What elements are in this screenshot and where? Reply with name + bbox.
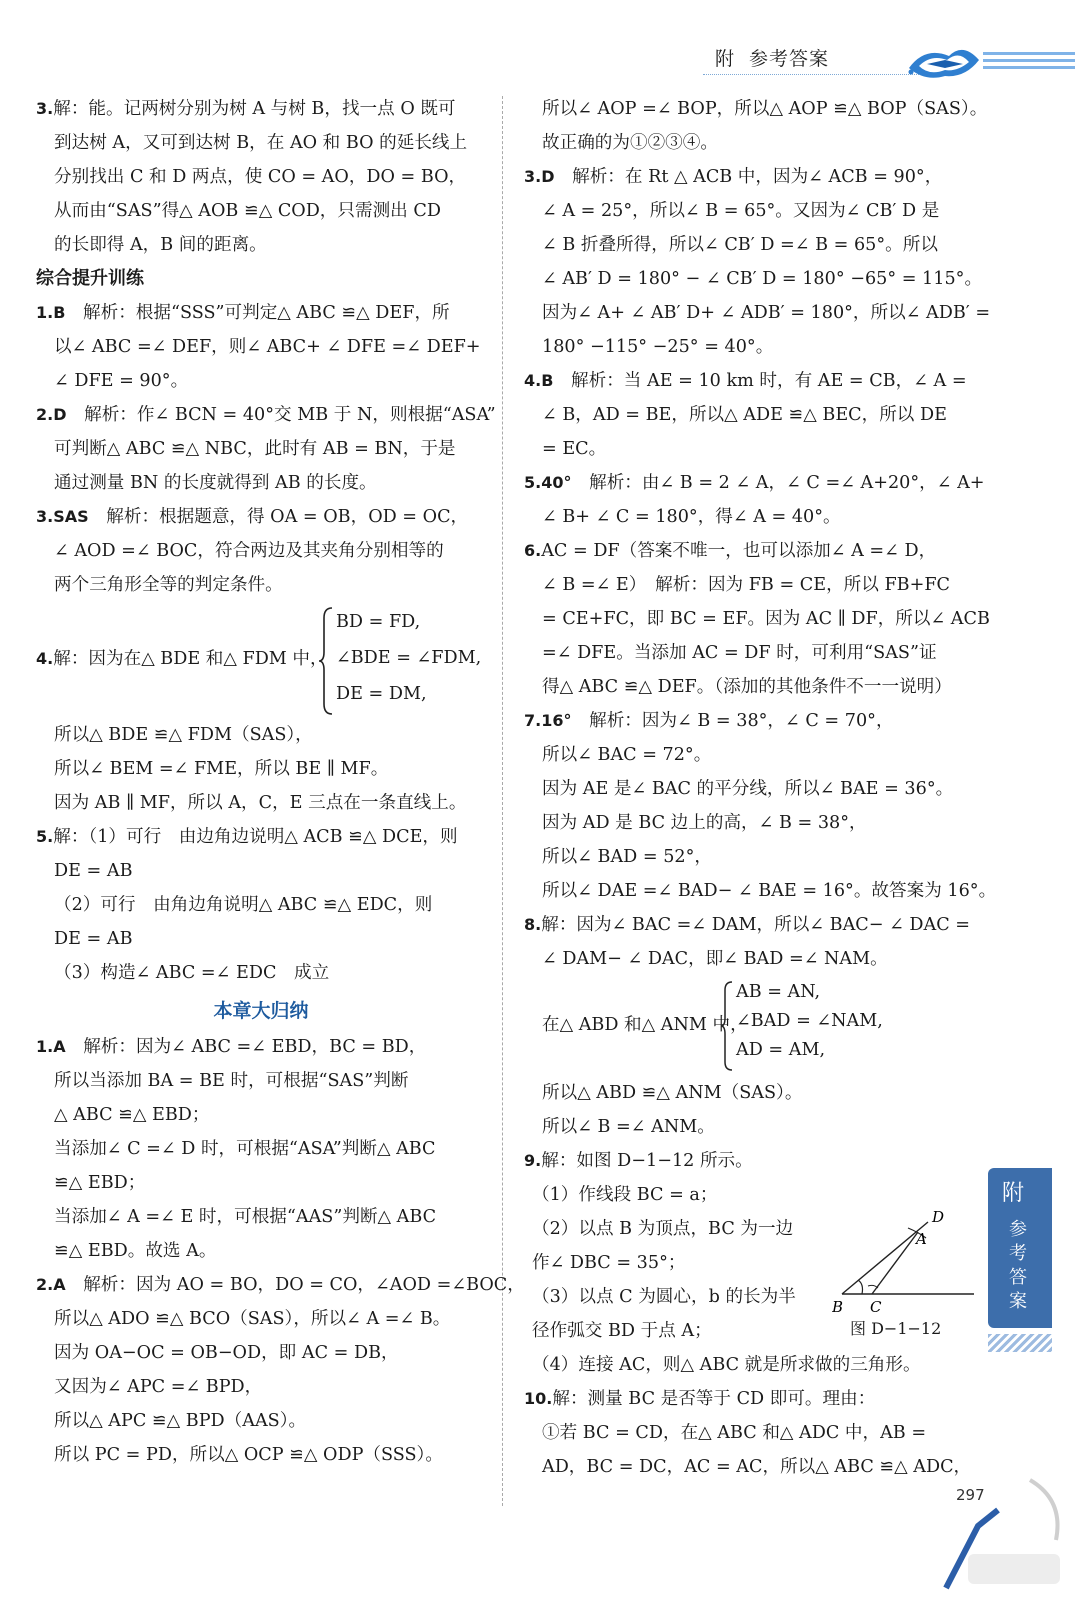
answer-line: 2.A 解析：因为 AO = BO，DO = CO，∠AOD =∠BOC， bbox=[36, 1275, 525, 1295]
answer-line: 5.解：（1）可行 由边角边说明△ ACB ≌△ DCE，则 bbox=[36, 827, 458, 847]
answer-line: 所以∠ BAC = 72°。 bbox=[542, 745, 712, 765]
answer-line: 5.40° 解析：由∠ B = 2 ∠ A，∠ C =∠ A+20°，∠ A+ bbox=[524, 473, 985, 493]
answer-line: ∠ B+ ∠ C = 180°，得∠ A = 40°。 bbox=[542, 507, 841, 527]
answer-line: （4）连接 AC，则△ ABC 就是所求做的三角形。 bbox=[532, 1355, 921, 1375]
header-answers: 参考答案 bbox=[749, 48, 830, 70]
answer-line: 所以∠ BEM =∠ FME，所以 BE ∥ MF。 bbox=[54, 759, 389, 779]
answer-line: 以∠ ABC =∠ DEF，则∠ ABC+ ∠ DFE =∠ DEF+ bbox=[54, 337, 481, 357]
label-d: D bbox=[932, 1208, 945, 1226]
answer-line: 因为 AB ∥ MF，所以 A，C，E 三点在一条直线上。 bbox=[54, 793, 467, 813]
answer-line: （3）构造∠ ABC =∠ EDC 成立 bbox=[54, 963, 330, 983]
triangle-construction-diagram bbox=[832, 1208, 982, 1314]
side-tab-title: 参 考 答 案 bbox=[1009, 1219, 1027, 1312]
answer-line: 得△ ABC ≌△ DEF。（添加的其他条件不一一说明） bbox=[542, 677, 952, 697]
answer-line: 因为 AE 是∠ BAC 的平分线，所以∠ BAE = 36°。 bbox=[542, 779, 954, 799]
answer-line: （3）以点 C 为圆心，b 的长为半 bbox=[532, 1287, 796, 1307]
left-column bbox=[36, 92, 525, 1472]
answer-line: 两个三角形全等的判定条件。 bbox=[54, 575, 283, 595]
answer-line: 当添加∠ A =∠ E 时，可根据“AAS”判断△ ABC bbox=[54, 1207, 437, 1227]
answer-line: ∠ A = 25°，所以∠ B = 65°。又因为∠ CB′ D 是 bbox=[542, 201, 940, 221]
answer-line: 到达树 A，又可到达树 B，在 AO 和 BO 的延长线上 bbox=[54, 133, 468, 153]
answer-line: = CE+FC，即 BC = EF。因为 AC ∥ DF，所以∠ ACB bbox=[542, 609, 990, 629]
answer-line: 10.解：测量 BC 是否等于 CD 即可。理由： bbox=[524, 1389, 876, 1409]
header-underline bbox=[703, 74, 923, 75]
answer-line: 所以 PC = PD，所以△ OCP ≌△ ODP（SSS）。 bbox=[54, 1445, 443, 1465]
answer-line: 因为 OA−OC = OB−OD，即 AC = DB， bbox=[54, 1343, 399, 1363]
answer-line: 所以△ ADO ≌△ BCO（SAS），所以∠ A =∠ B。 bbox=[54, 1309, 451, 1329]
answer-line: 4.B 解析：当 AE = 10 km 时，有 AE = CB，∠ A = bbox=[524, 371, 967, 391]
answer-line: 3.解：能。记两树分别为树 A 与树 B，找一点 O 既可 bbox=[36, 99, 456, 119]
equation-system: 在△ ABD 和△ ANM 中， AB = AN, ∠BAD = ∠NAM, AD = AM, bbox=[524, 976, 976, 1076]
answer-line: 分别找出 C 和 D 两点，使 CO = AO，DO = BO， bbox=[54, 167, 467, 187]
answer-line: 作∠ DBC = 35°； bbox=[532, 1253, 686, 1273]
label-a: A bbox=[916, 1230, 927, 1248]
chapter-title: 本章大归纳 bbox=[213, 1000, 309, 1022]
answer-line: 180° −115° −25° = 40°。 bbox=[542, 337, 774, 357]
answer-line: 3.SAS 解析：根据题意，得 OA = OB，OD = OC， bbox=[36, 507, 469, 527]
header-appendix: 附 bbox=[715, 48, 736, 70]
answer-line: 7.16° 解析：因为∠ B = 38°，∠ C = 70°， bbox=[524, 711, 894, 731]
answer-line: （2）以点 B 为顶点，BC 为一边 bbox=[532, 1219, 794, 1239]
appendix-side-tab bbox=[988, 1168, 1052, 1328]
answer-line: 又因为∠ APC =∠ BPD， bbox=[54, 1377, 263, 1397]
equation-system: 4.解：因为在△ BDE 和△ FDM 中， BD = FD, ∠BDE = ∠FDM, DE = DM, bbox=[36, 602, 486, 718]
answer-line: 可判断△ ABC ≌△ NBC，此时有 AB = BN，于是 bbox=[54, 439, 456, 459]
answer-line: △ ABC ≌△ EBD； bbox=[54, 1105, 210, 1125]
answer-line: DE = AB bbox=[54, 929, 133, 949]
answer-line: 9.解：如图 D−1−12 所示。 bbox=[524, 1151, 753, 1171]
answer-line: 8.解：因为∠ BAC =∠ DAM，所以∠ BAC− ∠ DAC = bbox=[524, 915, 971, 935]
answer-line: ∠ B 折叠所得，所以∠ CB′ D =∠ B = 65°。所以 bbox=[542, 235, 938, 255]
answer-line: 因为 AD 是 BC 边上的高，∠ B = 38°， bbox=[542, 813, 867, 833]
angle-arc bbox=[858, 1280, 863, 1294]
answer-line: 1.A 解析：因为∠ ABC =∠ EBD，BC = BD， bbox=[36, 1037, 427, 1057]
side-tab-stripes bbox=[988, 1334, 1052, 1352]
answer-line: 6.AC = DF（答案不唯一，也可以添加∠ A =∠ D， bbox=[524, 541, 937, 561]
answer-line: =∠ DFE。当添加 AC = DF 时，可利用“SAS”证 bbox=[542, 643, 937, 663]
answer-line: ∠ B，AD = BE，所以△ ADE ≌△ BEC，所以 DE bbox=[542, 405, 947, 425]
answer-line: = EC。 bbox=[542, 439, 607, 459]
figure-caption: 图 D−1−12 bbox=[850, 1319, 942, 1338]
header-title bbox=[715, 44, 829, 71]
answer-line: ∠ DAM− ∠ DAC，即∠ BAD =∠ NAM。 bbox=[542, 949, 888, 969]
geometry-figure bbox=[832, 1208, 982, 1348]
answer-line: ∠ DFE = 90°。 bbox=[54, 371, 189, 391]
page-header bbox=[715, 38, 1075, 86]
section-title: 综合提升训练 bbox=[36, 268, 144, 289]
answer-line: 故正确的为①②③④。 bbox=[542, 133, 718, 153]
brace-icon bbox=[318, 606, 334, 716]
answer-line: 所以当添加 BA = BE 时，可根据“SAS”判断 bbox=[54, 1071, 409, 1091]
answer-line: ∠ AB′ D = 180° − ∠ CB′ D = 180° −65° = 115°。 bbox=[542, 269, 983, 289]
answer-line: 3.D 解析：在 Rt △ ACB 中，因为∠ ACB = 90°， bbox=[524, 167, 943, 187]
answer-line: 通过测量 BN 的长度就得到 AB 的长度。 bbox=[54, 473, 377, 493]
label-c: C bbox=[870, 1298, 882, 1314]
label-b: B bbox=[832, 1298, 844, 1314]
answer-line: 的长即得 A，B 间的距离。 bbox=[54, 235, 267, 255]
answer-line: 因为∠ A+ ∠ AB′ D+ ∠ ADB′ = 180°，所以∠ ADB′ = bbox=[542, 303, 991, 323]
answer-line: 所以∠ DAE =∠ BAD− ∠ BAE = 16°。故答案为 16°。 bbox=[542, 881, 997, 901]
answer-line: ≌△ EBD； bbox=[54, 1173, 146, 1193]
answer-line: ①若 BC = CD，在△ ABC 和△ ADC 中，AB = bbox=[542, 1423, 927, 1443]
brace-icon bbox=[720, 980, 734, 1072]
answer-line: 所以∠ AOP =∠ BOP，所以△ AOP ≌△ BOP（SAS）。 bbox=[542, 99, 988, 119]
answer-line: 2.D 解析：作∠ BCN = 40°交 MB 于 N，则根据“ASA” bbox=[36, 405, 496, 425]
answer-line: 所以∠ B =∠ ANM。 bbox=[542, 1117, 715, 1137]
answer-line: 所以△ APC ≌△ BPD（AAS）。 bbox=[54, 1411, 307, 1431]
answer-line: ∠ AOD =∠ BOC，符合两边及其夹角分别相等的 bbox=[54, 541, 444, 561]
book-logo-icon bbox=[905, 38, 1075, 84]
answer-line: 所以∠ BAD = 52°， bbox=[542, 847, 712, 867]
answer-line: ∠ B =∠ E） 解析：因为 FB = CE，所以 FB+FC bbox=[542, 575, 951, 595]
answer-line: 径作弧交 BD 于点 A； bbox=[532, 1321, 712, 1341]
answer-line: （1）作线段 BC = a； bbox=[532, 1185, 718, 1205]
answer-line: 从而由“SAS”得△ AOB ≌△ COD，只需测出 CD bbox=[54, 201, 441, 221]
answer-line: 所以△ BDE ≌△ FDM（SAS）， bbox=[54, 725, 313, 745]
side-tab-appendix: 附 bbox=[1002, 1181, 1025, 1206]
answer-line: ≌△ EBD。故选 A。 bbox=[54, 1241, 217, 1261]
answer-line: 所以△ ABD ≌△ ANM（SAS）。 bbox=[542, 1083, 803, 1103]
answer-line: 1.B 解析：根据“SSS”可判定△ ABC ≌△ DEF，所 bbox=[36, 303, 450, 323]
answer-line: 当添加∠ C =∠ D 时，可根据“ASA”判断△ ABC bbox=[54, 1139, 436, 1159]
answer-line: AD，BC = DC，AC = AC，所以△ ABC ≌△ ADC， bbox=[542, 1457, 972, 1477]
answer-line: DE = AB bbox=[54, 861, 133, 881]
page-number: 297 bbox=[956, 1486, 985, 1504]
answer-line: （2）可行 由角边角说明△ ABC ≌△ EDC，则 bbox=[54, 895, 433, 915]
